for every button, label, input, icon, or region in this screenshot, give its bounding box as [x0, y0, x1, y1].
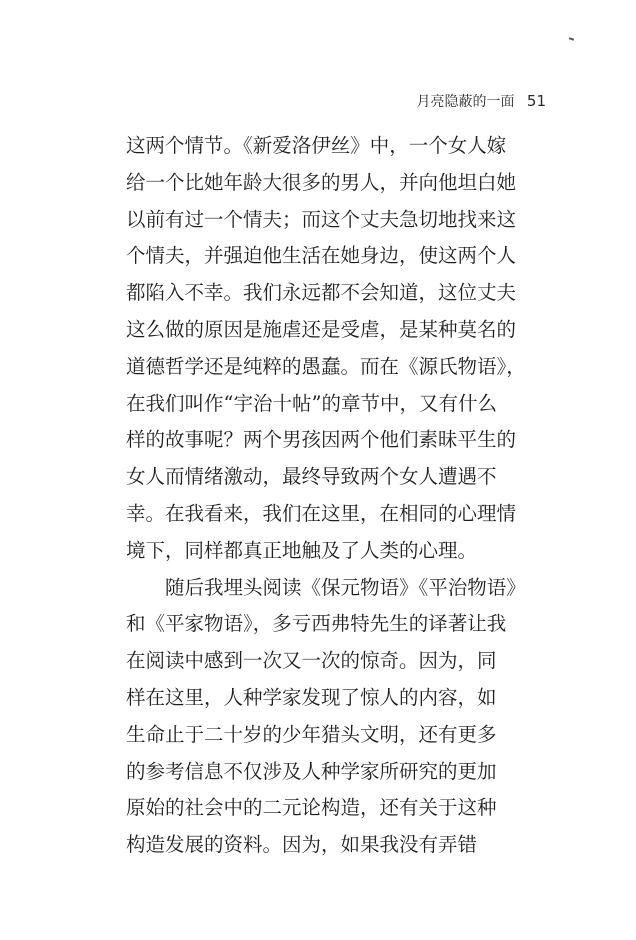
paragraph-first-line: 随后我埋头阅读《保元物语》《平治物语》: [165, 575, 526, 599]
text-line: 在阅读中感到一次又一次的惊奇。因为，同: [126, 649, 497, 673]
text-line: 这么做的原因是施虐还是受虐，是某种莫名的: [126, 317, 517, 341]
scan-mark: [569, 37, 574, 41]
text-line: 在我们叫作“宇治十帖”的章节中，又有什么: [126, 391, 497, 415]
text-line: 和《平家物语》，多亏西弗特先生的译著让我: [126, 612, 507, 636]
chapter-title: 月亮隐蔽的一面: [416, 94, 515, 110]
page-number: 51: [526, 92, 546, 110]
body-text: [126, 128, 526, 864]
text-line: 生命止于二十岁的少年猎头文明，还有更多: [126, 722, 497, 746]
text-line: 幸。在我看来，我们在这里，在相同的心理情: [126, 501, 517, 525]
text-line: 女人而情绪激动，最终导致两个女人遭遇不: [126, 465, 497, 489]
text-line: 境下，同样都真正地触及了人类的心理。: [126, 538, 478, 562]
text-line: 个情夫，并强迫他生活在她身边，使这两个人: [126, 244, 517, 268]
text-line: 样在这里，人种学家发现了惊人的内容，如: [126, 685, 497, 709]
text-line: 都陷入不幸。我们永远都不会知道，这位丈夫: [126, 281, 517, 305]
text-line: 以前有过一个情夫；而这个丈夫急切地找来这: [126, 207, 517, 231]
text-line: 样的故事呢？两个男孩因两个他们素昧平生的: [126, 428, 517, 452]
text-line: 构造发展的资料。因为，如果我没有弄错: [126, 833, 478, 857]
text-line: 原始的社会中的二元论构造，还有关于这种: [126, 796, 497, 820]
text-line: 这两个情节。《新爱洛伊丝》中，一个女人嫁: [126, 134, 507, 157]
running-header: [0, 91, 546, 111]
text-line: 的参考信息不仅涉及人种学家所研究的更加: [126, 759, 497, 783]
text-line: 给一个比她年龄大很多的男人，并向他坦白她: [126, 170, 517, 194]
text-line: 道德哲学还是纯粹的愚蠢。而在《源氏物语》，: [126, 354, 526, 378]
